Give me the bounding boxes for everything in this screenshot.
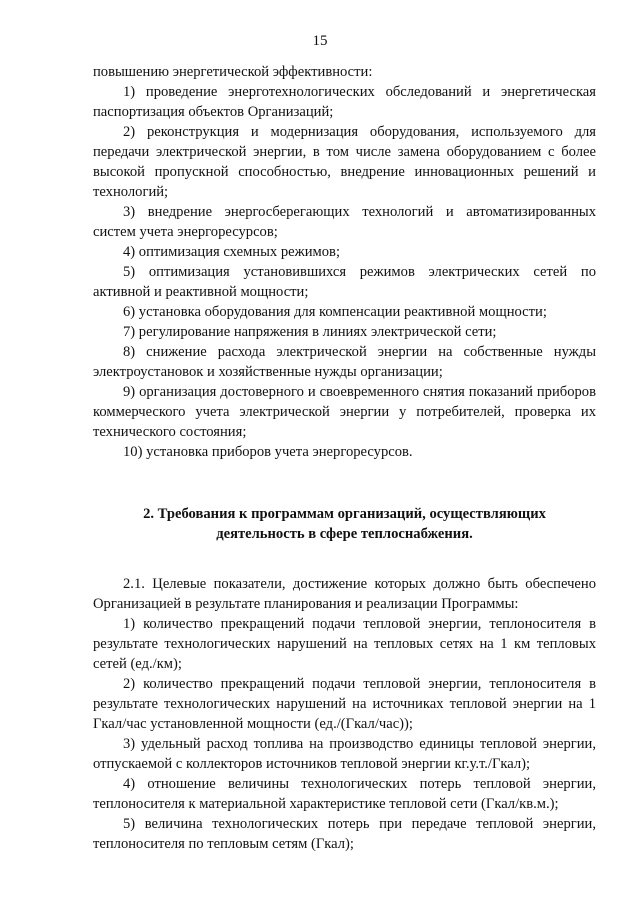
paragraph-continuation: повышению энергетической эффективности: xyxy=(93,64,373,80)
document-body xyxy=(93,62,596,854)
list-item: 1) количество прекращений подачи тепловой энергии, теплоносителя в результате технологических нарушений на тепловых сетях на 1 км тепловых сетей (ед./км); xyxy=(93,616,596,672)
list-item: 1) проведение энерготехнологических обследований и энергетическая паспортизация объектов Организаций; xyxy=(93,84,596,120)
list-item: 5) оптимизация установившихся режимов электрических сетей по активной и реактивной мощности; xyxy=(93,264,596,300)
list-item: 2) количество прекращений подачи тепловой энергии, теплоносителя в результате технологических нарушений на источниках тепловой энергии на 1 Гкал/час установленной мощности (ед./(Гкал/час)); xyxy=(93,676,596,732)
list-item: 3) внедрение энергосберегающих технологий и автоматизированных систем учета энергоресурсов; xyxy=(93,204,596,240)
list-item: 10) установка приборов учета энергоресурсов. xyxy=(123,444,413,460)
subsection-intro: 2.1. Целевые показатели, достижение которых должно быть обеспечено Организацией в результате планирования и реализации Программы: xyxy=(93,576,596,612)
list-item: 6) установка оборудования для компенсации реактивной мощности; xyxy=(123,304,547,320)
list-item: 4) отношение величины технологических потерь тепловой энергии, теплоносителя к материальной характеристике тепловой сети (Гкал/кв.м.); xyxy=(93,776,596,812)
section-heading-line: деятельность в сфере теплоснабжения. xyxy=(216,526,473,542)
list-item: 2) реконструкция и модернизация оборудования, используемого для передачи электрической энергии, в том числе замена оборудованием с более высокой пропускной способностью, внедрение инновационных решений и технологий; xyxy=(93,124,596,200)
list-item: 9) организация достоверного и своевременного снятия показаний приборов коммерческого учета электрической энергии у потребителей, проверка их технического состояния; xyxy=(93,384,596,440)
list-item: 8) снижение расхода электрической энергии на собственные нужды электроустановок и хозяйственные нужды организации; xyxy=(93,344,596,380)
section-heading-line: 2. Требования к программам организаций, осуществляющих xyxy=(143,506,546,522)
list-item: 5) величина технологических потерь при передаче тепловой энергии, теплоносителя по тепловым сетям (Гкал); xyxy=(93,816,596,852)
list-item: 7) регулирование напряжения в линиях электрической сети; xyxy=(123,324,497,340)
list-item: 4) оптимизация схемных режимов; xyxy=(123,244,341,260)
list-item: 3) удельный расход топлива на производство единицы тепловой энергии, отпускаемой с коллекторов источников тепловой энергии кг.у.т./Гкал); xyxy=(93,736,596,772)
section-heading xyxy=(93,504,596,544)
page-number: 15 xyxy=(312,33,328,49)
